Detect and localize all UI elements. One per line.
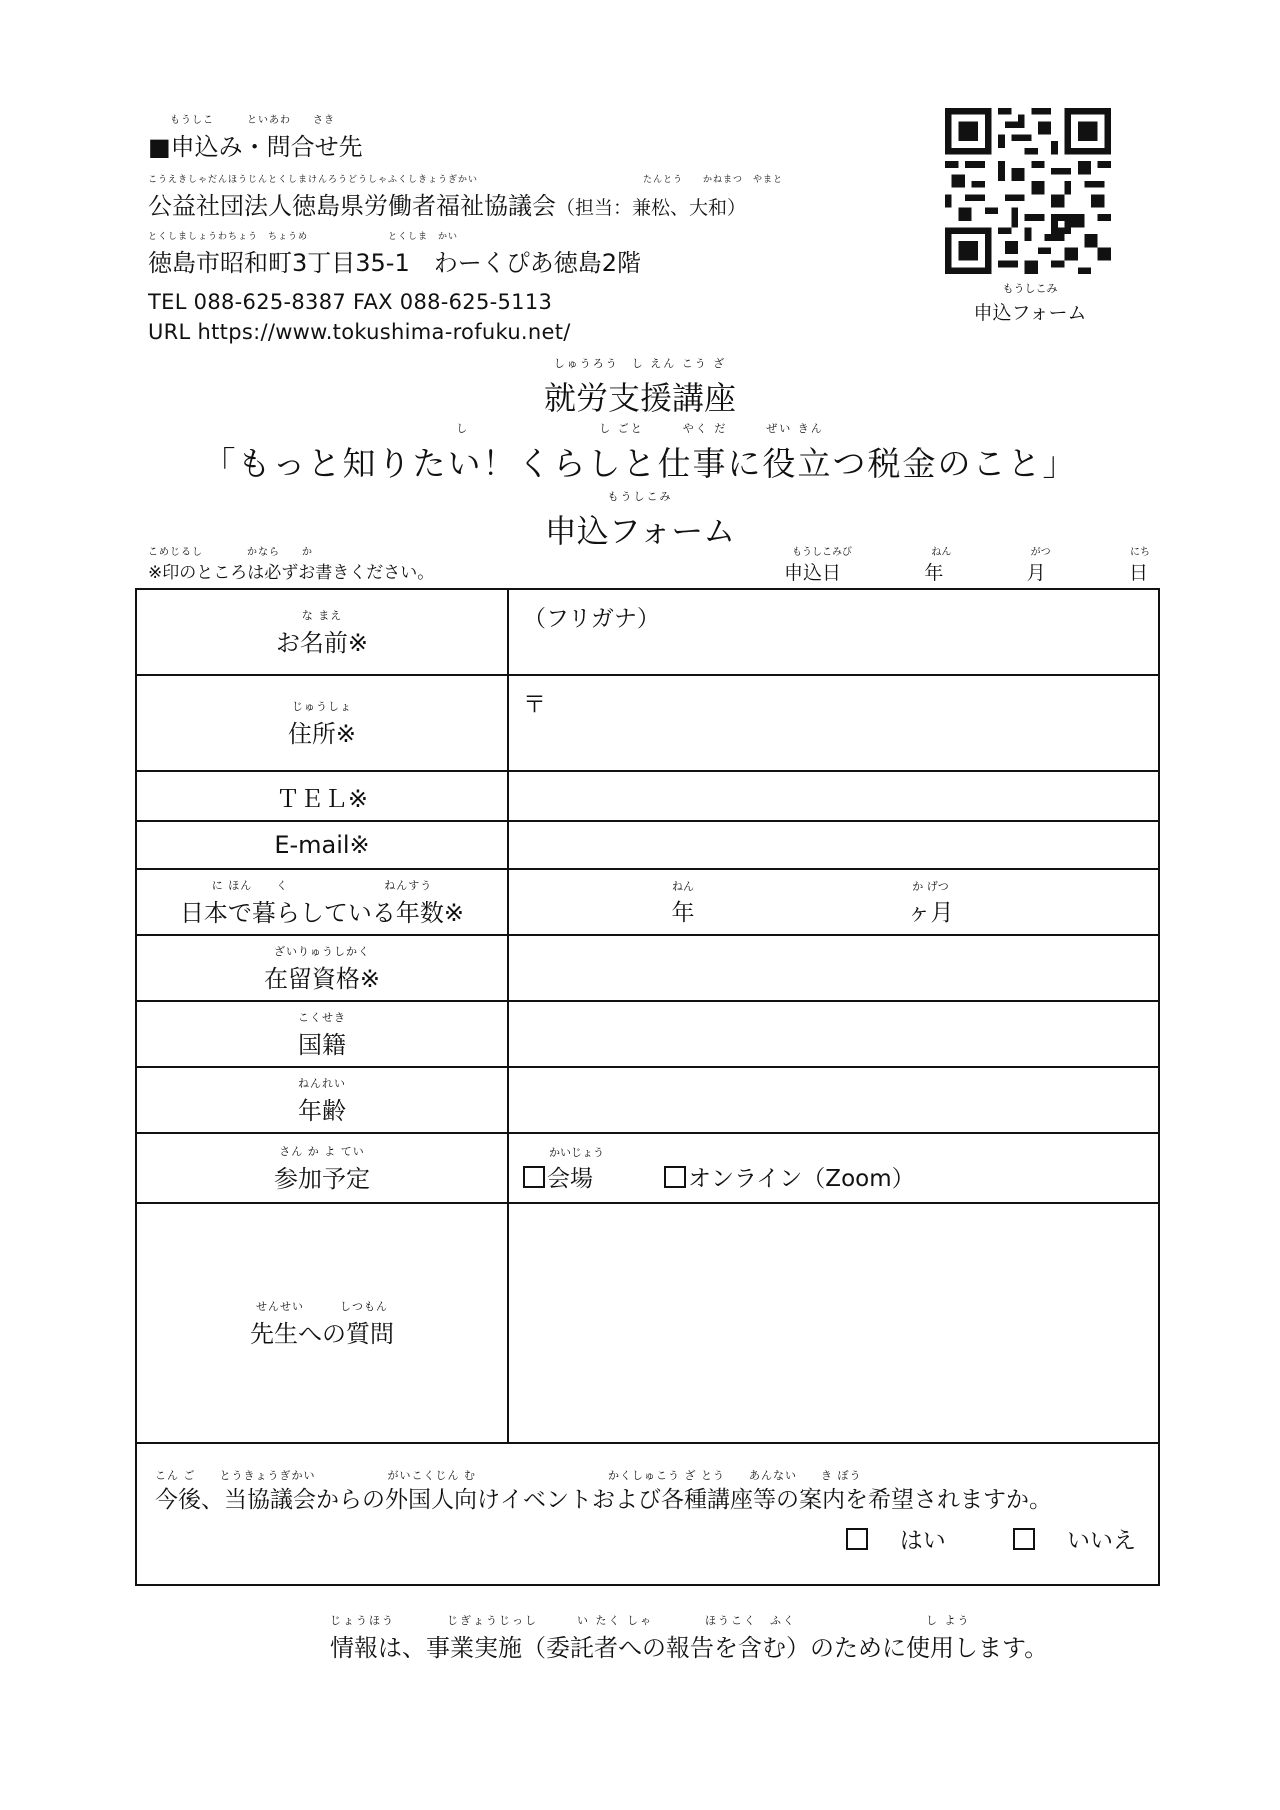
nationality-field[interactable]	[508, 1001, 1159, 1067]
tanto-ruby: たんとう かねまつ やまと	[643, 175, 784, 185]
name-ruby: な まえ	[301, 608, 343, 622]
course-title: しゅうろう し えん こう ざ 就労支援講座	[0, 355, 1280, 419]
required-note: こめじるし かなら か ※印のところは必ずお書きください。	[148, 543, 434, 583]
row-address	[136, 675, 1159, 771]
row-age	[136, 1067, 1159, 1133]
months-unit-ruby: か げつ	[912, 879, 949, 893]
day-ruby: にち	[1129, 547, 1150, 558]
privacy-note-ruby: じょうほう じぎょうじっし い たく しゃ ほうこく ふく し よう	[330, 1614, 971, 1627]
no-option[interactable]	[983, 1528, 1136, 1554]
nationality-ruby: こくせき	[298, 1010, 346, 1024]
privacy-note: じょうほう じぎょうじっし い たく しゃ ほうこく ふく し よう 情報は、事業実施（委託者への報告を含む）のために使用します。	[330, 1614, 1049, 1662]
website-url[interactable]: URL https://www.tokushima-rofuku.net/	[148, 320, 571, 344]
row-nationality	[136, 1001, 1159, 1067]
day-field[interactable]: 日	[1128, 562, 1148, 584]
email-label: E-mail※	[136, 821, 508, 869]
contact-heading-ruby: もうしこ といあわ さき	[170, 115, 335, 126]
year-field[interactable]: 年	[924, 562, 944, 584]
row-years	[136, 869, 1159, 935]
age-label-cell	[136, 1067, 508, 1133]
attend-label: 参加予定	[274, 1164, 370, 1193]
address-field[interactable]	[508, 675, 1159, 771]
attend-label-cell	[136, 1133, 508, 1203]
tel-label: ＴＥＬ※	[136, 771, 508, 821]
organization-name: こうえきしゃだんほうじんとくしまけんろうどうしゃふくしきょうぎかい たんとう かねまつ やまと 公益社団法人徳島県労働者福祉協議会（担当：兼松、大和）	[148, 176, 868, 221]
contact-heading: もうしこ といあわ さき ■申込み・問合せ先	[148, 115, 868, 162]
age-ruby: ねんれい	[298, 1076, 346, 1090]
status-label-cell	[136, 935, 508, 1001]
row-email	[136, 821, 1159, 869]
question-label-cell	[136, 1203, 508, 1443]
form-title: もうしこみ 申込フォーム	[0, 488, 1280, 552]
no-label: いいえ	[1067, 1527, 1136, 1554]
nationality-label-cell	[136, 1001, 508, 1067]
status-field[interactable]	[508, 935, 1159, 1001]
age-field[interactable]	[508, 1067, 1159, 1133]
address: とくしましょうわちょう ちょうめ とくしま かい 徳島市昭和町3丁目35-1 わーくぴあ徳島2階	[148, 233, 868, 278]
contact-info	[148, 115, 868, 344]
years-unit-ruby: ねん	[672, 879, 694, 893]
venue-label: 会場	[547, 1165, 593, 1192]
qr-caption-text: 申込フォーム	[973, 302, 1087, 324]
yes-option[interactable]	[816, 1528, 946, 1554]
venue-option[interactable]	[523, 1144, 604, 1193]
postal-mark: 〒	[523, 692, 546, 718]
name-field[interactable]	[508, 589, 1159, 675]
yes-label: はい	[899, 1527, 946, 1554]
wish-options	[155, 1523, 1142, 1560]
online-label: オンライン（Zoom）	[688, 1165, 915, 1192]
course-subtitle: し し ごと やく だ ぜい きん 「もっと知りたい！くらしと仕事に役立つ税金のこと」	[0, 420, 1280, 485]
months-unit: ヶ月	[907, 899, 954, 926]
nationality-label: 国籍	[298, 1030, 346, 1059]
form-title-ruby: もうしこみ	[607, 490, 673, 503]
address-label: 住所※	[287, 719, 357, 748]
wish-cell	[136, 1443, 1159, 1585]
year-ruby: ねん	[931, 547, 952, 558]
phone-fax: TEL 088-625-8387 FAX 088-625-5113	[148, 290, 553, 314]
row-name	[136, 589, 1159, 675]
no-checkbox[interactable]	[1013, 1528, 1035, 1550]
status-ruby: ざいりゅうしかく	[274, 944, 370, 958]
address-ruby: とくしましょうわちょう ちょうめ とくしま かい	[148, 232, 459, 242]
question-field[interactable]	[508, 1203, 1159, 1443]
question-label: 先生への質問	[250, 1319, 394, 1348]
row-wish	[136, 1443, 1159, 1585]
furigana-hint: （フリガナ）	[523, 606, 660, 632]
wish-ruby: こん ご とうきょうぎかい がいこくじん む かくしゅこう ざ とう あんない き ぼう	[155, 1468, 862, 1482]
address-ruby-label: じゅうしょ	[292, 699, 352, 713]
status-label: 在留資格※	[263, 964, 381, 993]
address-label-cell	[136, 675, 508, 771]
age-label: 年齢	[298, 1096, 346, 1125]
month-ruby: がつ	[1030, 547, 1051, 558]
tel-field[interactable]	[508, 771, 1159, 821]
apply-date-label: 申込日	[784, 562, 842, 584]
qr-code[interactable]	[945, 108, 1111, 274]
course-subtitle-ruby: し し ごと やく だ ぜい きん	[456, 422, 824, 435]
online-option[interactable]	[664, 1160, 915, 1193]
contact-persons: （担当：兼松、大和）	[556, 197, 747, 219]
course-title-ruby: しゅうろう し えん こう ざ	[553, 357, 727, 370]
years-label-cell	[136, 869, 508, 935]
qr-caption	[930, 280, 1130, 325]
wish-question: 今後、当協議会からの外国人向けイベントおよび各種講座等の案内を希望されますか。	[155, 1486, 1052, 1513]
apply-date-ruby: もうしこみび	[792, 547, 852, 558]
organization-ruby: こうえきしゃだんほうじんとくしまけんろうどうしゃふくしきょうぎかい	[148, 175, 479, 185]
online-checkbox[interactable]	[664, 1166, 686, 1188]
years-field[interactable]	[508, 869, 1159, 935]
question-ruby: せんせい しつもん	[256, 1299, 388, 1313]
application-date	[770, 543, 1160, 585]
qr-caption-ruby: もうしこみ	[1002, 282, 1058, 295]
venue-checkbox[interactable]	[523, 1166, 545, 1188]
years-label: 日本で暮らしている年数※	[179, 898, 465, 927]
application-form-table	[135, 588, 1160, 1586]
email-field[interactable]	[508, 821, 1159, 869]
years-unit: 年	[671, 899, 695, 926]
row-status	[136, 935, 1159, 1001]
attend-ruby: さん か よ てい	[279, 1144, 365, 1158]
row-tel	[136, 771, 1159, 821]
name-label: お名前※	[275, 628, 369, 657]
month-field[interactable]: 月	[1026, 562, 1046, 584]
venue-ruby: かいじょう	[549, 1145, 604, 1159]
row-attend	[136, 1133, 1159, 1203]
attend-options	[508, 1133, 1159, 1203]
required-note-ruby: こめじるし かなら か	[148, 547, 313, 558]
years-ruby: に ほん く ねんすう	[211, 878, 433, 892]
row-question	[136, 1203, 1159, 1443]
yes-checkbox[interactable]	[846, 1528, 868, 1550]
name-label-cell	[136, 589, 508, 675]
